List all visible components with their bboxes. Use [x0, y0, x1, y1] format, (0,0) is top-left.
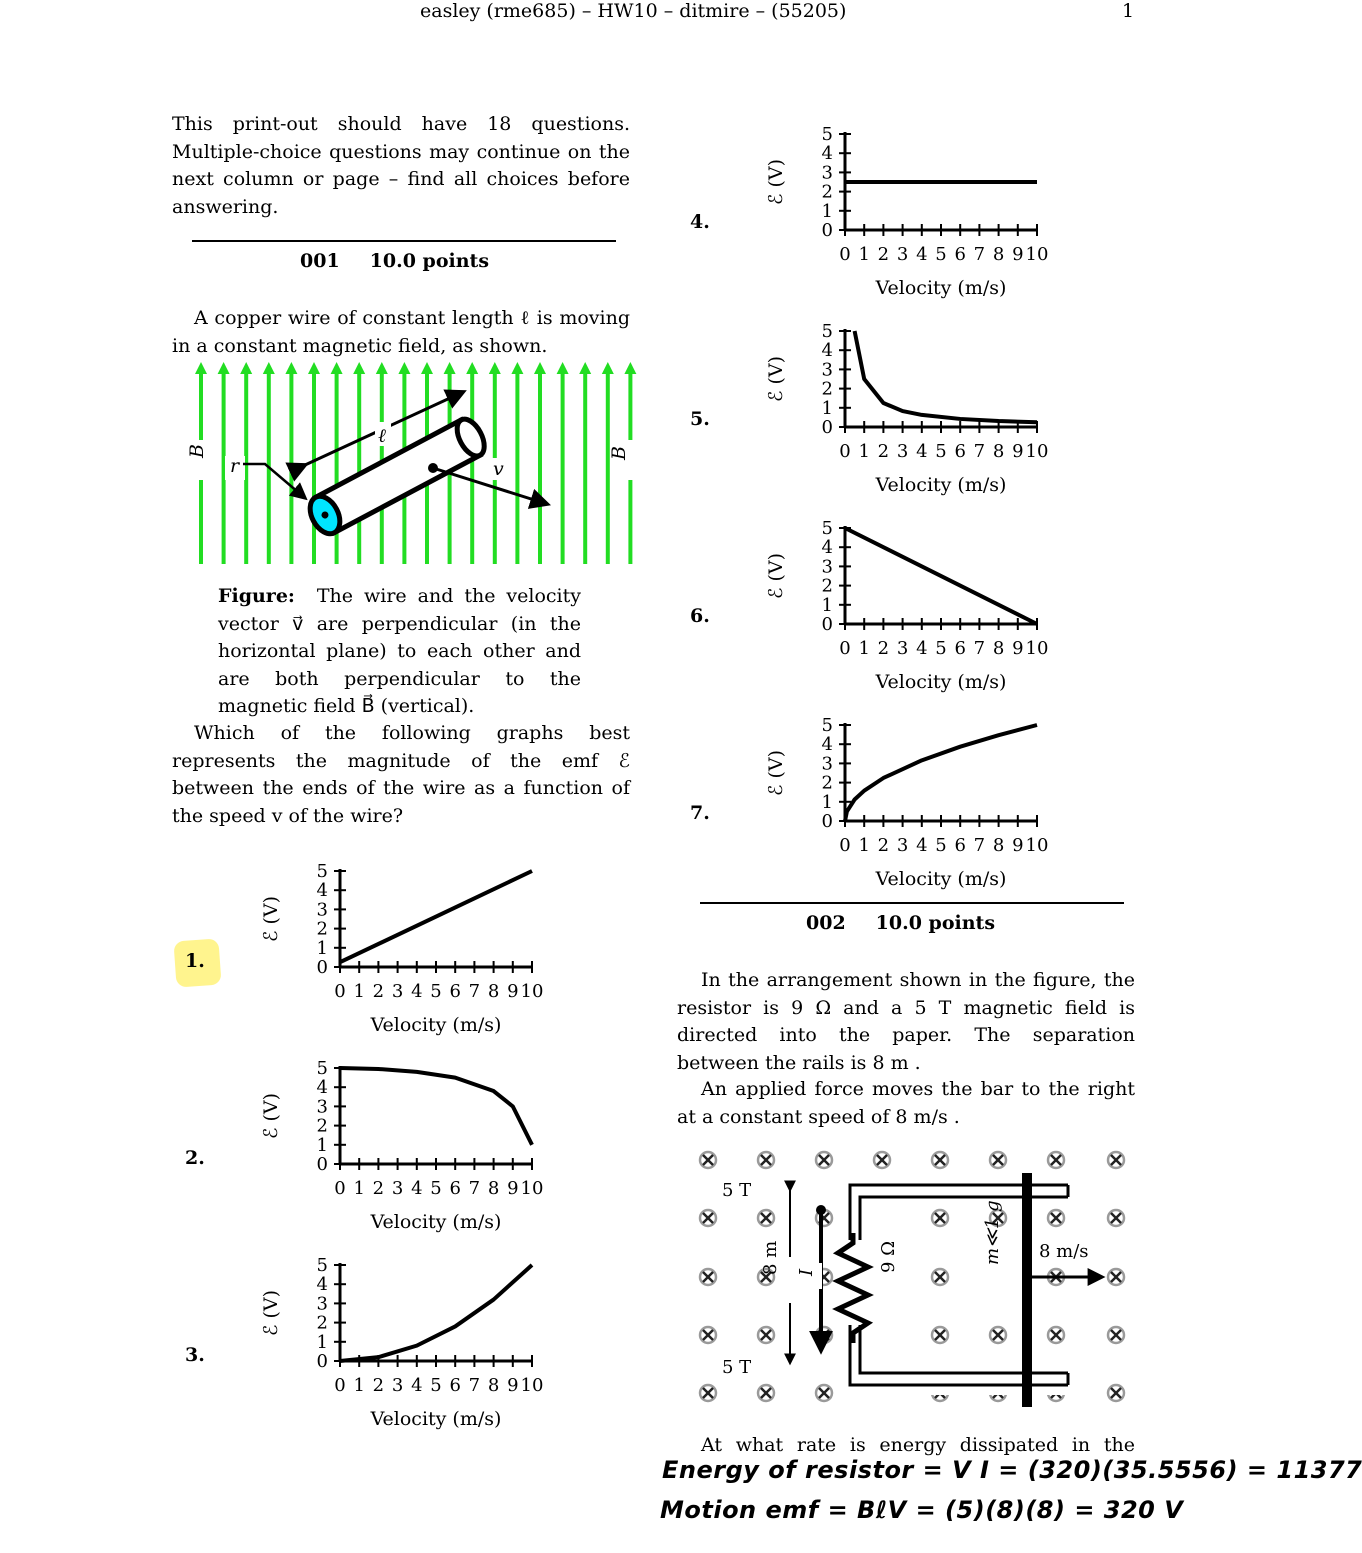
x-tick-label: 3: [896, 835, 909, 856]
x-tick-label: 10: [1025, 441, 1049, 462]
x-tick-label: 1: [858, 244, 870, 265]
x-tick-label: 3: [896, 244, 909, 265]
x-tick-label: 10: [1025, 638, 1049, 659]
choice-7-graph[interactable]: [750, 709, 1070, 899]
x-tick-label: 0: [839, 244, 851, 265]
field-arrowhead: [240, 362, 252, 374]
x-tick-label: 4: [411, 1375, 423, 1396]
handwritten-line-2: Motion emf = BℓV = (5)(8)(8) = 320 V: [660, 1496, 1184, 1524]
curve-inverse: [855, 331, 1037, 422]
y-tick-label: 4: [316, 1077, 328, 1099]
into-page-mark: [874, 1152, 890, 1168]
x-tick-label: 1: [858, 441, 870, 462]
x-tick-label: 2: [877, 638, 890, 659]
x-tick-label: 0: [334, 1178, 346, 1199]
q1-heading: [300, 250, 519, 272]
y-tick-label: 3: [316, 899, 328, 921]
x-tick-label: 2: [372, 1375, 385, 1396]
q2-rail-figure: [690, 1145, 1140, 1410]
x-tick-label: 9: [1012, 244, 1024, 265]
y-tick-label: 0: [821, 614, 833, 635]
into-page-mark: [1108, 1210, 1124, 1226]
y-tick-label: 5: [316, 1255, 328, 1276]
into-page-mark: [932, 1269, 948, 1285]
q2-divider: [700, 902, 1124, 904]
y-tick-label: 3: [821, 556, 833, 578]
x-tick-label: 9: [1012, 638, 1024, 659]
y-tick-label: 4: [821, 734, 833, 756]
x-tick-label: 8: [992, 244, 1005, 265]
x-tick-label: 5: [935, 244, 947, 265]
x-tick-label: 8: [992, 638, 1005, 659]
y-axis-label: ℰ (V): [765, 355, 787, 403]
x-tick-label: 1: [353, 1375, 365, 1396]
q1-points: 10.0 points: [369, 250, 490, 272]
field-label-bottom: 5 T: [722, 1357, 752, 1378]
intro-text: This print-out should have 18 questions. Multiple-choice questions may continue on the next column or page – find all choices before answering.: [172, 113, 630, 218]
into-page-mark: [816, 1385, 832, 1401]
y-tick-label: 4: [316, 880, 328, 902]
x-tick-label: 10: [520, 1375, 544, 1396]
x-tick-label: 3: [391, 1178, 404, 1199]
x-tick-label: 9: [1012, 835, 1024, 856]
into-page-mark: [1108, 1327, 1124, 1343]
into-page-mark: [1108, 1152, 1124, 1168]
x-tick-label: 4: [916, 441, 928, 462]
x-tick-label: 6: [954, 835, 966, 856]
x-tick-label: 8: [992, 441, 1005, 462]
y-tick-label: 2: [821, 378, 833, 400]
y-tick-label: 5: [821, 321, 833, 342]
caption-head: Figure:: [218, 585, 295, 607]
choice-4-graph[interactable]: [750, 118, 1070, 308]
into-page-mark: [700, 1269, 716, 1285]
y-tick-label: 5: [316, 861, 328, 882]
x-tick-label: 10: [520, 981, 544, 1002]
x-tick-label: 5: [430, 981, 442, 1002]
into-page-mark: [1108, 1385, 1124, 1401]
field-arrowhead: [308, 362, 320, 374]
x-tick-label: 3: [896, 441, 909, 462]
into-page-mark: [1108, 1269, 1124, 1285]
y-tick-label: 1: [316, 937, 328, 959]
x-tick-label: 5: [935, 441, 947, 462]
y-tick-label: 2: [821, 772, 833, 794]
y-tick-label: 2: [316, 918, 328, 940]
x-tick-label: 8: [487, 1178, 500, 1199]
choice-6-label[interactable]: 6.: [690, 605, 710, 627]
into-page-mark: [990, 1152, 1006, 1168]
into-page-mark: [758, 1210, 774, 1226]
choice-6-graph[interactable]: [750, 512, 1070, 702]
x-tick-label: 1: [858, 638, 870, 659]
q1-number: 001: [300, 250, 340, 272]
into-page-mark: [932, 1327, 948, 1343]
x-tick-label: 8: [487, 1375, 500, 1396]
y-tick-label: 1: [821, 200, 833, 222]
y-tick-label: 1: [821, 791, 833, 813]
choice-5-graph[interactable]: [750, 315, 1070, 505]
into-page-mark: [932, 1152, 948, 1168]
field-arrowhead: [285, 362, 297, 374]
y-axis-label: ℰ (V): [260, 1289, 282, 1337]
x-tick-label: 3: [391, 981, 404, 1002]
into-page-mark: [758, 1327, 774, 1343]
field-arrowhead: [218, 362, 230, 374]
q2-question: At what rate is energy dissipated in the: [701, 1434, 1135, 1456]
q1-caption: [218, 583, 581, 721]
x-tick-label: 9: [507, 981, 519, 1002]
handwritten-line-1: Energy of resistor = V I = (320)(35.5556) = 11377: [662, 1456, 1362, 1484]
x-tick-label: 4: [916, 638, 928, 659]
x-tick-label: 4: [411, 1178, 423, 1199]
field-arrowhead: [421, 362, 433, 374]
x-tick-label: 6: [449, 1178, 461, 1199]
y-tick-label: 2: [821, 181, 833, 203]
choice-2-label[interactable]: 2.: [185, 1147, 205, 1169]
x-tick-label: 1: [858, 835, 870, 856]
x-tick-label: 6: [449, 1375, 461, 1396]
caption-body: The wire and the velocity vector v⃗ are perpendicular (in the horizontal plane) to each other and are both perpendicular to the magnetic field B⃗ (vertical).: [218, 585, 581, 717]
x-tick-label: 6: [954, 441, 966, 462]
field-arrowhead: [466, 362, 478, 374]
y-tick-label: 1: [316, 1134, 328, 1156]
ell-label: ℓ: [378, 425, 386, 447]
y-tick-label: 0: [821, 417, 833, 438]
y-tick-label: 5: [821, 518, 833, 539]
choice-1-label[interactable]: 1.: [185, 950, 205, 972]
y-tick-label: 4: [821, 537, 833, 559]
into-page-mark: [816, 1327, 832, 1343]
x-tick-label: 7: [973, 244, 986, 265]
v-label: v: [493, 458, 504, 480]
y-axis-label: ℰ (V): [765, 158, 787, 206]
into-page-mark: [990, 1327, 1006, 1343]
choice-7-label[interactable]: 7.: [690, 802, 710, 824]
x-tick-label: 7: [468, 1375, 481, 1396]
into-page-mark: [700, 1385, 716, 1401]
y-tick-label: 2: [316, 1115, 328, 1137]
x-tick-label: 10: [1025, 244, 1049, 265]
x-axis-label: Velocity (m/s): [875, 474, 1007, 496]
field-arrowhead: [534, 362, 546, 374]
y-tick-label: 4: [821, 143, 833, 165]
q2-points: 10.0 points: [875, 912, 996, 934]
y-tick-label: 5: [821, 715, 833, 736]
speed-label: 8 m/s: [1039, 1241, 1089, 1262]
y-tick-label: 5: [316, 1058, 328, 1079]
y-tick-label: 4: [316, 1274, 328, 1296]
x-tick-label: 2: [877, 835, 890, 856]
x-tick-label: 2: [372, 981, 385, 1002]
field-arrowhead: [353, 362, 365, 374]
x-tick-label: 7: [973, 638, 986, 659]
q2-text-1: In the arrangement shown in the figure, the resistor is 9 Ω and a 5 T magnetic field is directed into the paper. The separation between the rails is 8 m .: [677, 969, 1135, 1074]
y-tick-label: 3: [821, 753, 833, 775]
x-tick-label: 4: [916, 244, 928, 265]
q1-wire-figure: [185, 360, 635, 570]
q2-heading: [806, 912, 1025, 934]
y-tick-label: 0: [316, 957, 328, 978]
x-tick-label: 10: [520, 1178, 544, 1199]
y-tick-label: 1: [821, 594, 833, 616]
x-tick-label: 0: [839, 638, 851, 659]
x-tick-label: 5: [935, 835, 947, 856]
x-tick-label: 0: [334, 1375, 346, 1396]
q1-divider: [192, 240, 616, 242]
y-axis-label: ℰ (V): [260, 895, 282, 943]
x-tick-label: 0: [334, 981, 346, 1002]
x-tick-label: 3: [896, 638, 909, 659]
x-axis-label: Velocity (m/s): [370, 1408, 502, 1430]
x-tick-label: 5: [935, 638, 947, 659]
field-arrowhead: [398, 362, 410, 374]
y-tick-label: 1: [821, 397, 833, 419]
y-tick-label: 3: [316, 1096, 328, 1118]
y-tick-label: 0: [821, 220, 833, 241]
y-tick-label: 0: [316, 1154, 328, 1175]
y-axis-label: ℰ (V): [765, 552, 787, 600]
y-tick-label: 2: [316, 1312, 328, 1334]
x-axis-label: Velocity (m/s): [370, 1211, 502, 1233]
mass-label: m≪1 g: [982, 1200, 1003, 1265]
y-tick-label: 2: [821, 575, 833, 597]
field-arrowhead: [376, 362, 388, 374]
x-tick-label: 2: [372, 1178, 385, 1199]
y-tick-label: 1: [316, 1331, 328, 1353]
x-tick-label: 8: [992, 835, 1005, 856]
separation-label: 8 m: [760, 1240, 781, 1275]
into-page-mark: [932, 1210, 948, 1226]
into-page-mark: [758, 1152, 774, 1168]
q2-number: 002: [806, 912, 846, 934]
into-page-mark: [700, 1327, 716, 1343]
field-arrowhead: [263, 362, 275, 374]
choice-4-label[interactable]: 4.: [690, 211, 710, 233]
header-title: easley (rme685) – HW10 – ditmire – (55205): [420, 0, 847, 22]
y-axis-label: ℰ (V): [260, 1092, 282, 1140]
x-tick-label: 5: [430, 1375, 442, 1396]
field-arrowhead: [444, 362, 456, 374]
y-tick-label: 3: [821, 359, 833, 381]
x-axis-label: Velocity (m/s): [875, 277, 1007, 299]
x-tick-label: 7: [973, 441, 986, 462]
r-label: r: [230, 455, 240, 477]
x-tick-label: 6: [954, 638, 966, 659]
page-number: 1: [1122, 0, 1135, 22]
x-tick-label: 10: [1025, 835, 1049, 856]
b-label-right: B: [608, 446, 630, 460]
field-arrowhead: [195, 362, 207, 374]
y-tick-label: 5: [821, 124, 833, 145]
field-arrowhead: [557, 362, 569, 374]
field-arrowhead: [602, 362, 614, 374]
field-arrowhead: [511, 362, 523, 374]
x-tick-label: 5: [430, 1178, 442, 1199]
x-axis-label: Velocity (m/s): [875, 671, 1007, 693]
into-page-mark: [1048, 1152, 1064, 1168]
into-page-mark: [1048, 1327, 1064, 1343]
choice-3-label[interactable]: 3.: [185, 1344, 205, 1366]
field-arrowhead: [624, 362, 636, 374]
x-tick-label: 6: [449, 981, 461, 1002]
x-tick-label: 2: [877, 244, 890, 265]
choice-5-label[interactable]: 5.: [690, 408, 710, 430]
q1-question: Which of the following graphs best represents the magnitude of the emf ℰ between the ends of the wire as a function of the speed v of the wire?: [172, 722, 630, 827]
curve-square-root: [845, 725, 1037, 821]
q2-text-2: An applied force moves the bar to the right at a constant speed of 8 m/s .: [677, 1078, 1135, 1128]
curve-linear-decreasing: [845, 528, 1037, 624]
into-page-mark: [700, 1210, 716, 1226]
x-tick-label: 1: [353, 1178, 365, 1199]
x-axis-label: Velocity (m/s): [370, 1014, 502, 1036]
x-tick-label: 1: [353, 981, 365, 1002]
x-tick-label: 9: [507, 1178, 519, 1199]
field-arrowhead: [579, 362, 591, 374]
b-label-left: B: [186, 444, 208, 458]
choice-1-graph[interactable]: [245, 855, 565, 1045]
field-arrowhead: [331, 362, 343, 374]
x-tick-label: 7: [468, 1178, 481, 1199]
into-page-mark: [816, 1152, 832, 1168]
into-page-mark: [700, 1152, 716, 1168]
current-label: I: [796, 1268, 817, 1276]
x-tick-label: 0: [839, 835, 851, 856]
y-axis-label: ℰ (V): [765, 749, 787, 797]
x-tick-label: 4: [411, 981, 423, 1002]
curve-quadratic-increasing: [340, 1265, 532, 1361]
curve-concave-decreasing: [340, 1068, 532, 1145]
curve-linear-increasing: [340, 871, 532, 962]
x-axis-label: Velocity (m/s): [875, 868, 1007, 890]
field-label-top: 5 T: [722, 1180, 752, 1201]
y-tick-label: 4: [821, 340, 833, 362]
x-tick-label: 9: [507, 1375, 519, 1396]
x-tick-label: 0: [839, 441, 851, 462]
y-tick-label: 3: [316, 1293, 328, 1315]
into-page-mark: [1048, 1210, 1064, 1226]
x-tick-label: 3: [391, 1375, 404, 1396]
into-page-mark: [758, 1385, 774, 1401]
x-tick-label: 9: [1012, 441, 1024, 462]
choice-3-graph[interactable]: [245, 1249, 565, 1439]
x-tick-label: 8: [487, 981, 500, 1002]
choice-2-graph[interactable]: [245, 1052, 565, 1242]
y-tick-label: 3: [821, 162, 833, 184]
q1-text: A copper wire of constant length ℓ is moving in a constant magnetic field, as shown.: [172, 307, 630, 357]
y-tick-label: 0: [316, 1351, 328, 1372]
resistor-label: 9 Ω: [878, 1240, 899, 1273]
x-tick-label: 7: [468, 981, 481, 1002]
r-pointer: [243, 464, 305, 498]
x-tick-label: 2: [877, 441, 890, 462]
x-tick-label: 6: [954, 244, 966, 265]
y-tick-label: 0: [821, 811, 833, 832]
x-tick-label: 4: [916, 835, 928, 856]
field-arrowhead: [489, 362, 501, 374]
x-tick-label: 7: [973, 835, 986, 856]
